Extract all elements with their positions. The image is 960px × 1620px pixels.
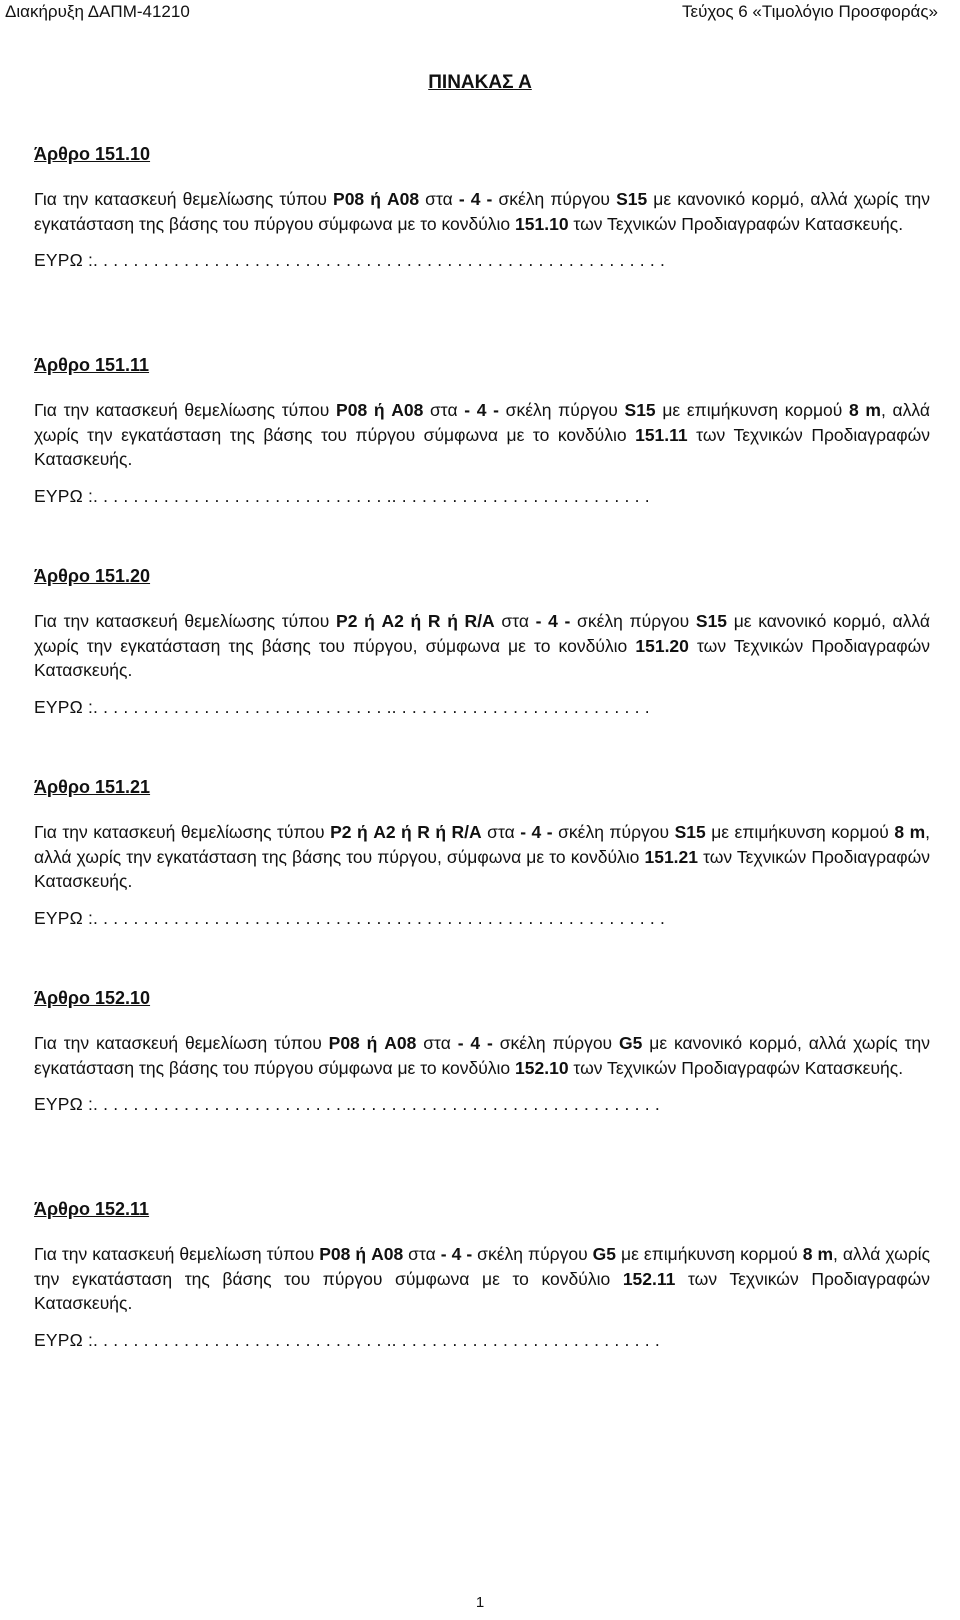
article-description — [34, 609, 930, 683]
text-run: στα — [403, 1244, 441, 1264]
emphasized-term: 8 m — [849, 400, 881, 420]
emphasized-term: 151.10 — [515, 213, 569, 234]
price-line: ΕΥΡΩ :. . . . . . . . . . . . . . . . . . . . . . . . . . . . . . . . . . . . . . . . . . . . . . . . . . . . . . . . . — [34, 250, 666, 270]
emphasized-term: G5 — [619, 1033, 643, 1053]
emphasized-term: 151.21 — [644, 846, 699, 867]
text-run: των Τεχνικών Προδιαγραφών Κατασκευής. — [34, 1268, 930, 1313]
emphasized-term: 8 m — [894, 822, 926, 842]
price-line: ΕΥΡΩ :. . . . . . . . . . . . . . . . . . . . . . . . . . . . . .. . . . . . . . . . . . . . . . . . . . . . . . . . . — [34, 1329, 660, 1350]
text-run: σκέλη πύργου — [492, 189, 617, 209]
emphasized-term: 152.11 — [622, 1268, 676, 1289]
emphasized-term: - 4 - — [520, 822, 553, 842]
text-run: των Τεχνικών Προδιαγραφών Κατασκευής. — [34, 635, 930, 680]
emphasized-term: - 4 - — [457, 1033, 493, 1053]
text-run: με επιμήκυνση κορμού — [616, 1244, 803, 1264]
text-run: σκέλη πύργου — [492, 1033, 620, 1053]
article-151-21 — [34, 775, 930, 929]
text-run: στα — [481, 822, 521, 842]
emphasized-term: P08 ή A08 — [336, 400, 424, 420]
article-description — [34, 398, 930, 472]
article-152-11 — [34, 1197, 930, 1351]
emphasized-term: 151.11 — [635, 424, 688, 445]
article-description — [34, 1031, 930, 1080]
emphasized-term: P08 ή A08 — [328, 1033, 417, 1053]
page-title-text: ΠΙΝΑΚΑΣ Α — [428, 72, 532, 93]
text-run: σκέλη πύργου — [499, 400, 625, 420]
article-heading: Άρθρο 152.11 — [34, 1199, 150, 1219]
emphasized-term: S15 — [695, 611, 728, 631]
emphasized-term: S15 — [674, 822, 706, 842]
text-run: των Τεχνικών Προδιαγραφών Κατασκευής. — [568, 213, 904, 234]
article-heading: Άρθρο 152.10 — [34, 988, 151, 1008]
emphasized-term: - 4 - — [535, 611, 571, 631]
emphasized-term: 8 m — [802, 1244, 834, 1264]
header-document-id: Διακήρυξη ΔΑΠΜ-41210 — [5, 2, 190, 21]
text-run: , αλλά χωρίς την εγκατάσταση της βάσης του πύργου σύμφωνα με το κονδύλιο — [34, 400, 931, 445]
emphasized-term: G5 — [592, 1244, 617, 1264]
emphasized-term: - 4 - — [464, 400, 499, 420]
text-run: των Τεχνικών Προδιαγραφών Κατασκευής. — [34, 846, 930, 891]
article-description — [34, 187, 930, 236]
text-run: Για την κατασκευή θεμελίωσης τύπου — [34, 189, 334, 209]
text-run: σκέλη πύργου — [552, 822, 675, 842]
page-title — [0, 72, 960, 94]
text-run: των Τεχνικών Προδιαγραφών Κατασκευής. — [568, 1057, 904, 1078]
emphasized-term: P08 ή A08 — [319, 1244, 404, 1264]
page-number: 1 — [475, 1594, 485, 1611]
article-151-11 — [34, 353, 930, 507]
article-heading: Άρθρο 151.10 — [34, 144, 151, 164]
text-run: σκέλη πύργου — [570, 611, 696, 631]
price-line: ΕΥΡΩ :. . . . . . . . . . . . . . . . . . . . . . . . . . . . . . . . . . . . . . . . . . . . . . . . . . . . . . . . . — [34, 907, 666, 928]
article-heading: Άρθρο 151.21 — [34, 777, 151, 797]
text-run: με κανονικό κορμό, αλλά χωρίς την εγκατάσταση της βάσης του πύργου σύμφωνα με το κονδύλιο — [34, 189, 930, 234]
emphasized-term: P2 ή A2 ή R ή R/A — [330, 822, 482, 842]
article-description — [34, 1242, 930, 1316]
emphasized-term: P2 ή A2 ή R ή R/A — [336, 611, 495, 631]
emphasized-term: S15 — [616, 189, 648, 209]
text-run: Για την κατασκευή θεμελίωσης τύπου — [34, 400, 337, 420]
text-run: με επιμήκυνση κορμού — [705, 822, 895, 842]
article-description — [34, 820, 930, 894]
text-run: , αλλά χωρίς την εγκατάσταση της βάσης του πύργου σύμφωνα με το κονδύλιο — [34, 1244, 931, 1289]
text-run: Για την κατασκευή θεμελίωσης τύπου — [34, 822, 331, 842]
text-run: Για την κατασκευή θεμελίωση τύπου — [34, 1033, 329, 1053]
header-volume-title: Τεύχος 6 «Τιμολόγιο Προσφοράς» — [682, 2, 938, 21]
emphasized-term: S15 — [624, 400, 656, 420]
emphasized-term: - 4 - — [440, 1244, 473, 1264]
text-run: σκέλη πύργου — [472, 1244, 593, 1264]
text-run: , αλλά χωρίς την εγκατάσταση της βάσης του πύργου, σύμφωνα με το κονδύλιο — [34, 822, 930, 867]
price-line: ΕΥΡΩ :. . . . . . . . . . . . . . . . . . . . . . . . . . . . . .. . . . . . . . . . . . . . . . . . . . . . . . . . — [34, 696, 650, 717]
text-run: στα — [494, 611, 536, 631]
article-heading: Άρθρο 151.11 — [34, 355, 150, 375]
price-line: ΕΥΡΩ :. . . . . . . . . . . . . . . . . . . . . . . . . . . . . .. . . . . . . . . . . . . . . . . . . . . . . . . . — [34, 485, 650, 506]
article-heading: Άρθρο 151.20 — [34, 566, 151, 586]
text-run: στα — [419, 189, 459, 209]
text-run: με κανονικό κορμό, αλλά χωρίς την εγκατάσταση της βάσης του πύργου σύμφωνα με το κονδύλιο — [34, 1033, 931, 1078]
text-run: στα — [423, 400, 465, 420]
text-run: με κανονικό κορμό, αλλά χωρίς την εγκατάσταση της βάσης του πύργου, σύμφωνα με το κονδύλιο — [34, 611, 931, 656]
price-line: ΕΥΡΩ :. . . . . . . . . . . . . . . . . . . . . . . . . .. . . . . . . . . . . . . . . . . . . . . . . . . . . . . . . — [34, 1094, 660, 1114]
emphasized-term: P08 ή A08 — [333, 189, 420, 209]
article-152-10 — [34, 986, 930, 1115]
text-run: των Τεχνικών Προδιαγραφών Κατασκευής. — [34, 424, 930, 469]
text-run: με επιμήκυνση κορμού — [655, 400, 850, 420]
emphasized-term: - 4 - — [458, 189, 493, 209]
text-run: Για την κατασκευή θεμελίωση τύπου — [34, 1244, 320, 1264]
article-151-10 — [34, 142, 930, 271]
emphasized-term: 152.10 — [515, 1057, 569, 1078]
text-run: Για την κατασκευή θεμελίωσης τύπου — [34, 611, 337, 631]
emphasized-term: 151.20 — [635, 635, 689, 656]
text-run: στα — [416, 1033, 458, 1053]
article-151-20 — [34, 564, 930, 718]
